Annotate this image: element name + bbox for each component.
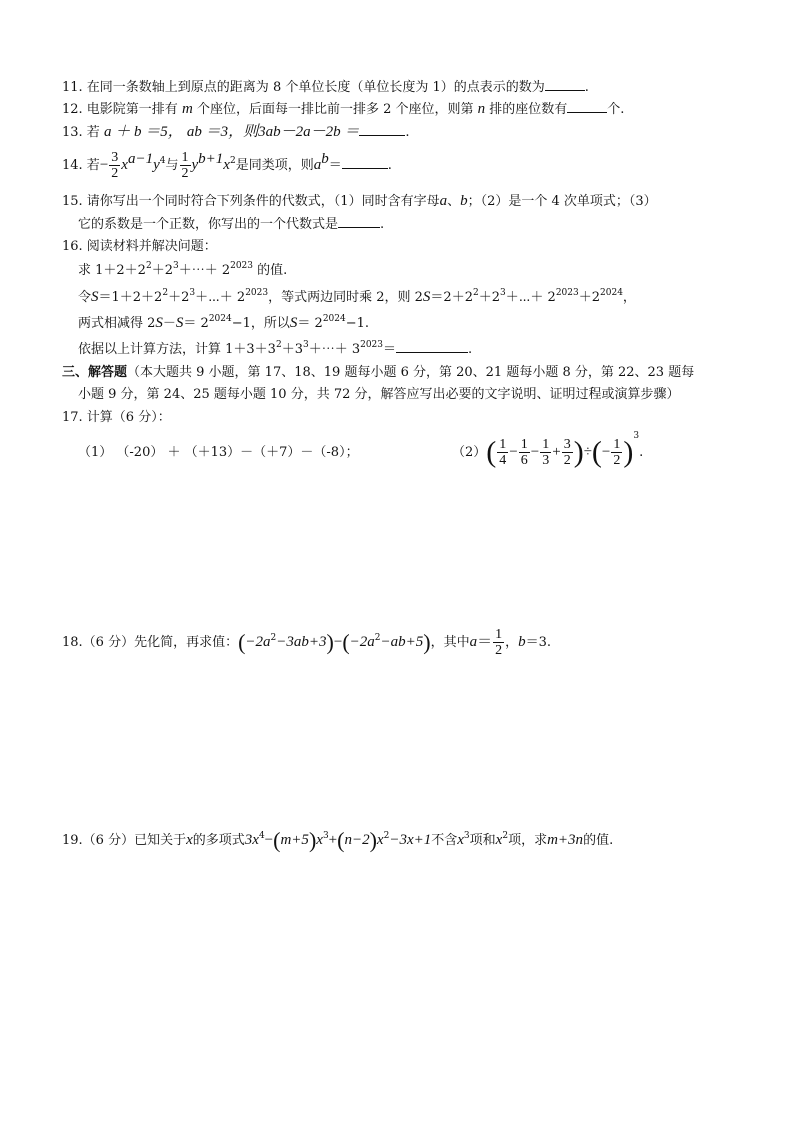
question-14: 14. 若− $\frac{3}{2}$ $x^{a-1}y^4$与 $\frac{1}{2}$ $y^{b+1}x^2$是同类项，则$a^b=$ .: [62, 150, 392, 181]
question-16-line4: 依据以上计算方法，计算 $1+3+3^2+3^3+\cdots+ 3^{2023}=$ .: [78, 340, 473, 357]
question-17-part1: （1） （-20） ＋ （＋13）－（＋7）－（-8）；: [78, 445, 359, 460]
question-15: 15. 请你写出一个同时符合下列条件的代数式，（1）同时含有字母a、b；（2）是一个 4 次单项式；（3）: [62, 193, 657, 209]
answer-blank: [396, 340, 468, 353]
answer-blank: [342, 156, 388, 169]
answer-blank: [545, 78, 585, 91]
question-12: 12. 电影院第一排有 m 个座位，后面每一排比前一排多 2 个座位，则第 n 排的座位数有 个.: [62, 101, 625, 117]
question-16-line3: 两式相减得 $2S-S= 2^{2024}-1$，所以$S= 2^{2024}-1$.: [78, 314, 370, 331]
section-3-header: 三、解答题（本大题共 9 小题，第 17、18、19 题每小题 6 分，第 20、21 题每小题 8 分，第 22、23 题每: [62, 365, 695, 380]
question-16-line2: 令$S=1+2+2^2+2^3+\cdots+ 2^{2023}$，等式两边同时乘 2，则 $2S=2+2^2+2^3+\cdots+ 2^{2023}+2^{2024}$，: [78, 288, 636, 305]
section-3-desc: 小题 9 分，第 24、25 题每小题 10 分，共 72 分，解答应写出必要的文字说明、证明过程或演算步骤）: [78, 387, 680, 402]
question-11: 11. 在同一条数轴上到原点的距离为 8 个单位长度（单位长度为 1）的点表示的数为 .: [62, 80, 589, 95]
question-13: 13. 若 a ＋ b ＝5， ab ＝3，则3ab－2a－2b ＝ .: [62, 124, 410, 140]
answer-blank: [338, 215, 380, 228]
answer-blank: [359, 123, 405, 136]
question-17-part2: （2）( $\frac{1}{4}$ − $\frac{1}{6}$ − $\frac{1}{3}$ + $\frac{3}{2}$ )÷(− $\frac{1}{2}$ )$^3$.: [452, 431, 644, 469]
question-16-line1: 求 $1+2+2^2+2^3+\cdots+ 2^{2023}$ 的值.: [78, 261, 288, 278]
section-title: 三、解答题: [62, 365, 128, 380]
question-19: 19.（6 分）已知关于x的多项式$3x^4-(m+5)x^3+(n-2)x^2-3x+1$不含$x^3$项和$x^2$项，求m+3n的值.: [62, 827, 614, 853]
answer-blank: [567, 100, 607, 113]
fraction: $\frac{1}{2}$: [181, 150, 189, 181]
question-16-title: 16. 阅读材料并解决问题：: [62, 239, 217, 254]
question-15-line2: 它的系数是一个正数，你写出的一个代数式是 .: [78, 217, 385, 232]
question-18: 18.（6 分）先化简，再求值：$(-2a^2-3ab+3)-(-2a^2-ab+5)$，其中a＝ $\frac{1}{2}$ ，b＝3.: [62, 627, 552, 658]
question-17-title: 17. 计算（6 分）：: [62, 410, 171, 425]
fraction: $\frac{3}{2}$: [111, 150, 119, 181]
